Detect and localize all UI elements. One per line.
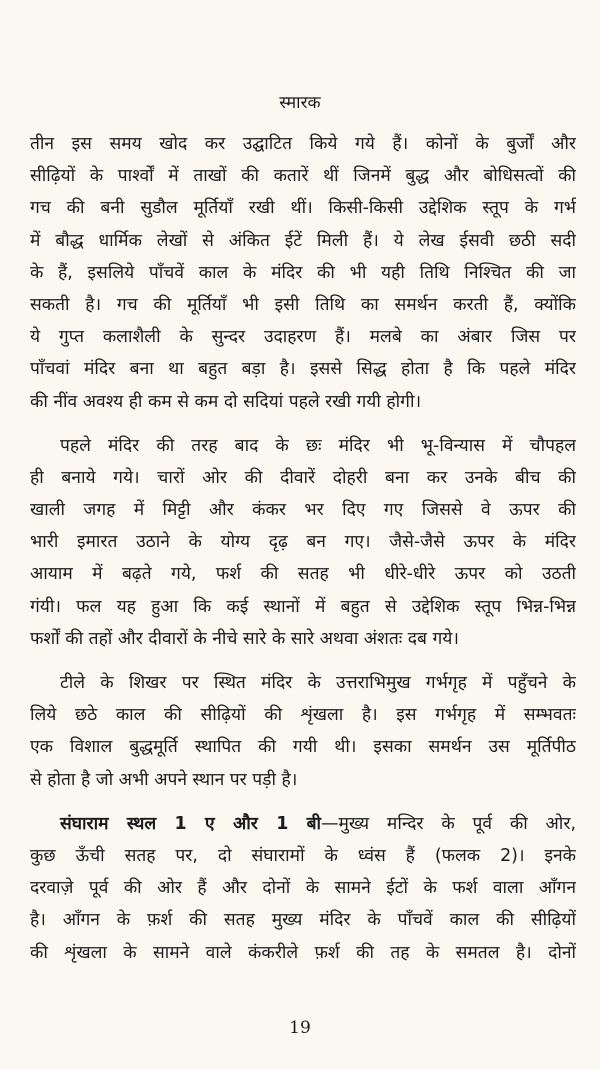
text-line: में बौद्ध धार्मिक लेखों से अंकित ईटें मिली हैं। ये लेख ईसवी छठी सदी	[30, 230, 576, 251]
text-line: से होता है जो अभी अपने स्थान पर पड़ी है।	[30, 769, 298, 790]
text-line: ये गुप्त कलाशैली के सुन्दर उदाहरण हैं। मलबे का अंबार जिस पर	[30, 327, 576, 348]
text-line: तीन इस समय खोद कर उद्घाटित किये गये हैं। कोनों के बुर्जों और	[30, 134, 576, 154]
paragraph-2	[30, 430, 576, 655]
text-line: भारी इमारत उठाने के योग्य दृढ़ बन गए। जैसे-जैसे ऊपर के मंदिर	[30, 532, 576, 553]
text-line: के हैं, इसलिये पाँचवें काल के मंदिर की भी यही तिथि निश्चित की जा	[30, 262, 576, 283]
text-line: सीढ़ियों के पार्श्वों में ताखों की कतारें थीं जिनमें बुद्ध और बोधिसत्वों की	[30, 166, 576, 187]
text-line: पाँचवां मंदिर बना था बहुत बड़ा है। इससे सिद्ध होता है कि पहले मंदिर	[30, 359, 576, 380]
running-head: स्मारक	[279, 93, 321, 113]
text-line: है। आँगन के फ़र्श की सतह मुख्य मंदिर के पाँचवें काल की सीढ़ियों	[30, 910, 576, 931]
text-line: फर्शों की तहों और दीवारों के नीचे सारे के सारे अथवा अंशतः दब गये।	[30, 628, 459, 649]
text-line: एक विशाल बुद्धमूर्ति स्थापित की गयी थी। इसका समर्थन उस मूर्तिपीठ	[30, 737, 576, 758]
text-line: गंयी। फल यह हुआ कि कई स्थानों में बहुत से उद्देशिक स्तूप भिन्न-भिन्न	[30, 596, 576, 617]
paragraph-4	[30, 808, 576, 969]
text-line: दरवाज़े पूर्व की ओर हैं और दोनों के सामने ईटों के फर्श वाला आँगन	[30, 878, 576, 899]
text-line: खाली जगह में मिट्टी और कंकर भर दिए गए जिससे वे ऊपर की	[30, 500, 576, 521]
section-heading: संघाराम स्थल 1 ए और 1 बी	[60, 813, 322, 834]
text-line: आयाम में बढ़ते गये, फर्श की सतह भी धीरे-धीरे ऊपर को उठती	[30, 564, 576, 585]
text-line: की नींव अवश्य ही कम से कम दो सदियां पहले रखी गयी होगी।	[30, 391, 422, 412]
text-line-with-heading	[30, 808, 576, 840]
text-line: लिये छठे काल की सीढ़ियों की शृंखला है। इस गर्भगृह में सम्भवतः	[30, 705, 576, 726]
text-line: कुछ ऊँची सतह पर, दो संघारामों के ध्वंस हैं (फलक 2)। इनके	[30, 845, 576, 866]
text-line: टीले के शिखर पर स्थित मंदिर के उत्तराभिमुख गर्भगृह में पहुँचने के	[60, 673, 576, 693]
text-line: सकती है। गच की मूर्तियाँ भी इसी तिथि का समर्थन करती हैं, क्योंकि	[30, 294, 576, 315]
text-line: की शृंखला के सामने वाले कंकरीले फ़र्श की तह के समतल है। दोनों	[30, 942, 576, 963]
paragraph-1	[30, 128, 576, 418]
text-line: ही बनाये गये। चारों ओर की दीवारें दोहरी बना कर उनके बीच की	[30, 467, 576, 488]
paragraph-3	[30, 667, 576, 796]
text-fragment: —मुख्य मन्दिर के पूर्व की ओर,	[321, 813, 576, 834]
paragraph-gap	[30, 796, 576, 808]
paragraph-gap	[30, 655, 576, 667]
text-line: पहले मंदिर की तरह बाद के छः मंदिर भी भू-विन्यास में चौपहल	[60, 435, 576, 456]
page-number: 19	[289, 1018, 311, 1038]
body-text	[30, 128, 576, 969]
text-line: गच की बनी सुडौल मूर्तियाँ रखी थीं। किसी-किसी उद्देशिक स्तूप के गर्भ	[30, 198, 576, 219]
paragraph-gap	[30, 418, 576, 430]
